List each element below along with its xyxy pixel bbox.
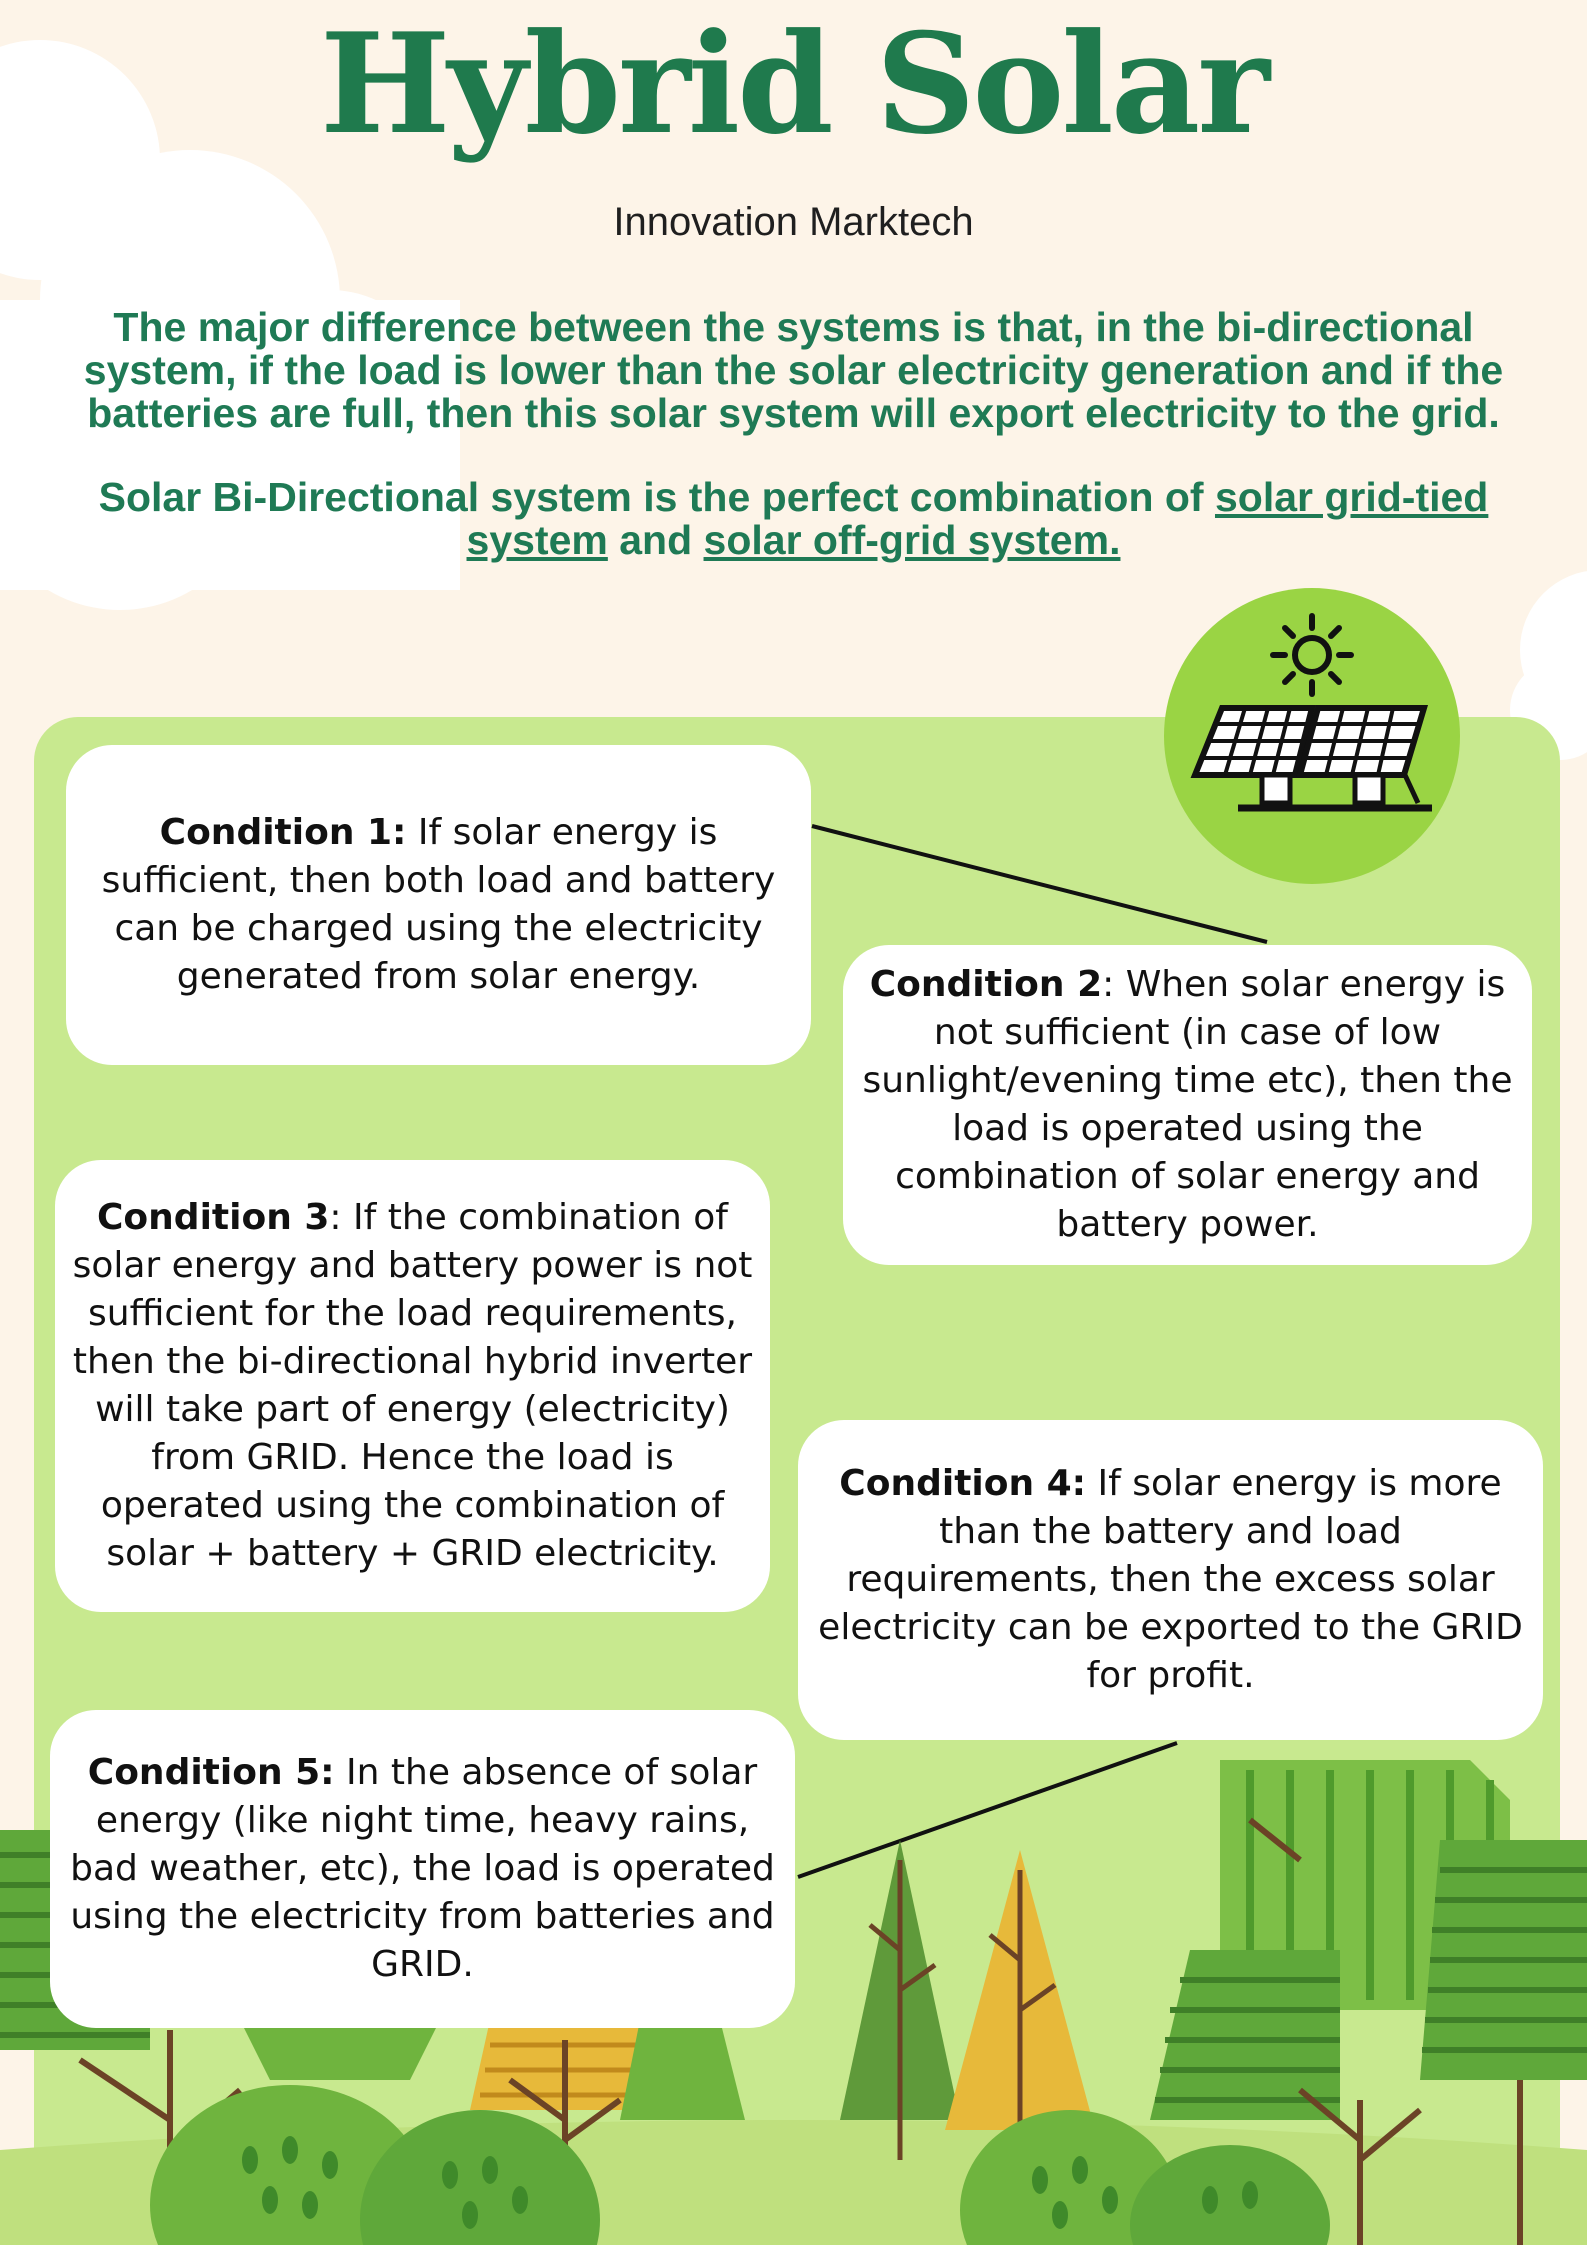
condition-4-body: If solar energy is more than the battery and load requirements, then the excess solar electricity can be exported to the GRID for profit.	[818, 1463, 1523, 1696]
page-title: Hybrid Solar	[320, 2, 1267, 165]
condition-5-label: Condition 5:	[87, 1752, 335, 1793]
condition-4-card	[798, 1420, 1543, 1740]
condition-4-label: Condition 4:	[839, 1463, 1087, 1504]
condition-5-card	[50, 1710, 795, 2028]
condition-2-body: : When solar energy is not sufficient (in case of low sunlight/evening time etc), then the load is operated using the combination of solar energy and battery power.	[862, 964, 1513, 1245]
condition-1-label: Condition 1:	[159, 812, 407, 853]
off-grid-link[interactable]: solar off-grid system.	[703, 517, 1121, 563]
condition-3-card	[55, 1160, 770, 1612]
intro-paragraph: The major difference between the systems is that, in the bi-directional system, if the load is lower than the solar electricity generation and if the batteries are full, then this solar system will export electricity to the grid.	[83, 304, 1504, 436]
condition-1-card	[66, 745, 811, 1065]
intro-combination	[60, 476, 1527, 562]
condition-5-body: In the absence of solar energy (like night time, heavy rains, bad weather, etc), the load is operated using the electricity from batteries and GRID.	[70, 1752, 775, 1985]
condition-1-text	[80, 809, 797, 1001]
solar-panel-icon	[1164, 588, 1460, 884]
condition-3-body: : If the combination of solar energy and battery power is not sufficient for the load requirements, then the bi-directional hybrid inverter will take part of energy (electricity) from GRID. Hence the load is operated using the combination of solar + battery + GRID electricity.	[72, 1197, 753, 1574]
condition-4-text	[812, 1460, 1529, 1700]
condition-2-text	[857, 961, 1518, 1249]
page-subtitle: Innovation Marktech	[613, 200, 974, 244]
condition-1-body: If solar energy is sufficient, then both load and battery can be charged using the electricity generated from solar energy.	[101, 812, 776, 997]
condition-3-text	[69, 1194, 756, 1578]
intro-combination-text: Solar Bi-Directional system is the perfect combination of	[98, 474, 1215, 520]
condition-2-card	[843, 945, 1532, 1265]
grid-tied-link[interactable]: solar grid-tied system	[466, 474, 1489, 563]
condition-3-label: Condition 3	[97, 1197, 330, 1238]
condition-2-label: Condition 2	[869, 964, 1103, 1005]
intro-combination-mid: and	[607, 517, 704, 563]
condition-5-text	[64, 1749, 781, 1989]
